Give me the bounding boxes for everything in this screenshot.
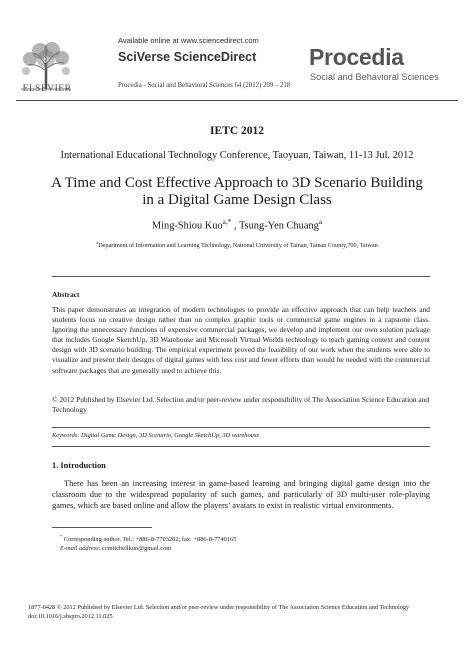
issn-doi-footer	[28, 603, 458, 621]
affiliation-superscript: a	[96, 240, 99, 245]
abstract-heading: Abstract	[52, 290, 80, 299]
abstract-body: This paper demonstrates an integration of modern technologies to provide an effective approach that can help teachers and students focus on creative design rather than on complex graphic tools or commercial game engines in a capstone class. Ignoring the unnecessary functions of expensive commercial packages, we develop and implement our own solution package that includes Google SketchUp, 3D Warehouse and Microsoft Virtual Worlds technology to teach gaming context and content design with 3D scenario building. The empirical experiment proved the feasibility of our work when the students were able to visualize and present their designs of digital games with less cost and fewer efforts than would be needed with the commercial software packages that are generally used to achieve this.	[52, 305, 430, 375]
issn-line: 1877-0428 © 2012 Published by Elsevier Ltd. Selection and/or peer-review under responsibility of The Association Science Education and Technology	[28, 604, 410, 611]
conference-full-name: International Educational Technology Conference, Taoyuan, Taiwan, 11-13 Jul. 2012	[60, 150, 414, 161]
author-name: Ming-Shiou Kuo	[151, 220, 223, 232]
header-divider	[16, 100, 458, 101]
affiliation-text: Department of Information and Learning Technology, National University of Tainan, Tainan County,700, Taiwan	[98, 242, 378, 250]
footnote-divider	[52, 527, 152, 528]
journal-logo-name: Procedia	[309, 44, 404, 70]
email-address[interactable]: : ccmitchellkuo@gmail.com	[98, 545, 172, 553]
copyright-notice: © 2012 Published by Elsevier Ltd. Selection and/or peer-review under responsibility of The Association Science Education and Technology	[52, 395, 430, 415]
journal-citation: Procedia - Social and Behavioral Sciences 64 (2012) 209 – 218	[118, 82, 291, 89]
abstract-bottom-divider	[52, 446, 430, 447]
footnote-contact: Corresponding author. Tel.: +886-8-7703202; fax: +886-8-7740165	[62, 536, 237, 544]
conference-short-name: IETC 2012	[210, 125, 264, 137]
journal-logo-subtitle: Social and Behavioral Sciences	[310, 72, 439, 82]
keywords-top-divider	[52, 427, 430, 428]
abstract-top-divider	[52, 276, 430, 277]
author-separator: ,	[231, 220, 239, 232]
author-list	[0, 218, 474, 231]
paper-title	[0, 175, 474, 209]
doi-link[interactable]: doi:10.1016/j.sbspro.2012.11.025	[28, 613, 113, 620]
available-online-text[interactable]: Available online at www.sciencedirect.com	[118, 36, 259, 45]
paper-title-line-1: A Time and Cost Effective Approach to 3D Scenario Building	[51, 175, 423, 191]
publisher-name: ELSEVIER	[22, 84, 72, 94]
author-name: Tsung-Yen Chuang	[238, 220, 319, 232]
platform-name: SciVerse ScienceDirect	[118, 50, 257, 64]
introduction-body: There has been an increasing interest in game-based learning and bringing digital game design into the classroom due to the widespread popularity of such games, and particularly of 3D multi-user role-playing games, which are based online and allow the players’ avatars to exist in realistic virtual environments.	[52, 479, 430, 511]
keywords: Keywords: Digital Game Design, 3D Scenario, Google SketchUp, 3D warehouse	[52, 432, 260, 439]
paper-title-line-2: in a Digital Game Design Class	[142, 192, 332, 208]
author-superscript: a,*	[222, 218, 232, 226]
author-superscript: a	[318, 218, 323, 226]
email-label: E-mail address	[60, 545, 99, 553]
affiliation	[0, 240, 474, 249]
footnote-marker: *	[60, 534, 63, 539]
section-heading: 1. Introduction	[52, 461, 106, 470]
corresponding-author-footnote	[52, 532, 430, 554]
